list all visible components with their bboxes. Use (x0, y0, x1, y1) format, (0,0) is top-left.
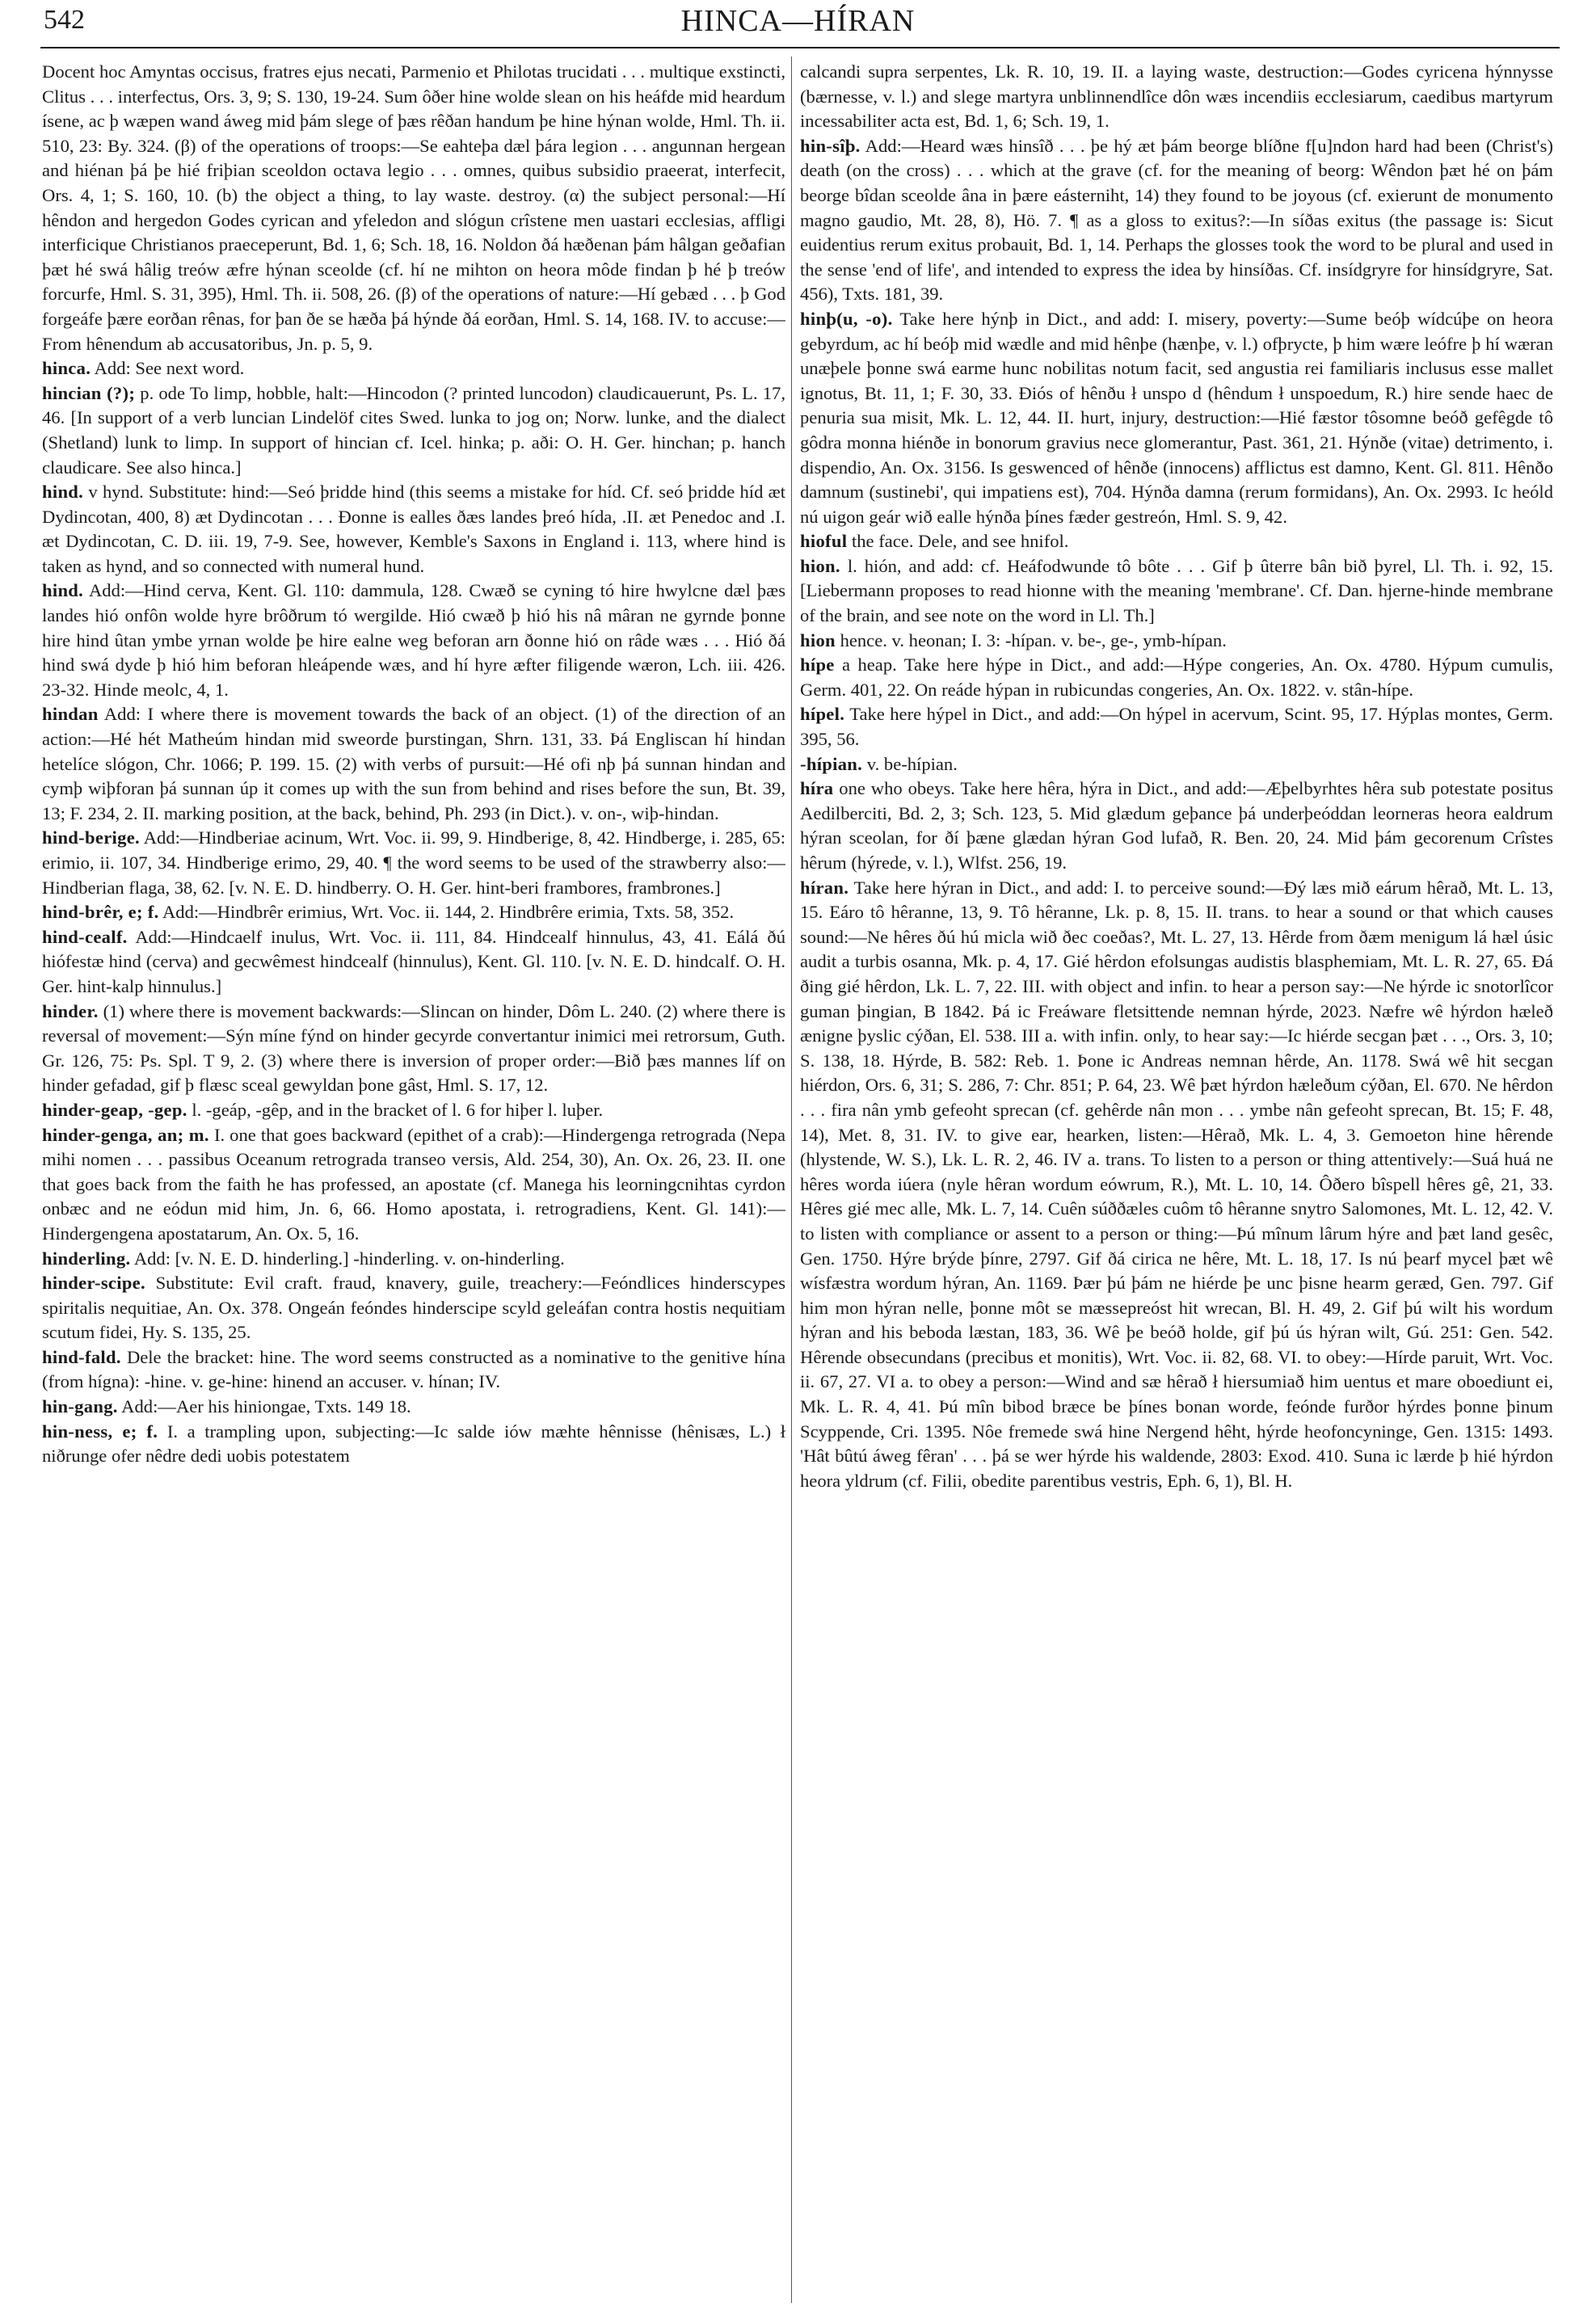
entry-headword: hind-brêr, e; f. (42, 902, 159, 923)
entry-headword: -hípian. (800, 753, 863, 774)
entry-text: Take here hýnþ in Dict., and add: I. misery, poverty:—Sume beóþ wídcúþe on heora gebyrdum, ac hí beóþ mid wædle and mid hênþe (hænþe, v. l.) ofþrycte, þ him wære leófre þ hí wæran unæþele þonne swá earme hunc nobilitas notum facit, sed angustia rei familiaris inclusus esse mallet ignotus, Bt. 11, 1; F. 30, 33. Ðiós of hênðu ł unspo d (hêndum ł unspoedum, R.) hire sende haec de penuria sua misit, Mk. L. 12, 44. II. hurt, injury, destruction:—Hié fæstor tôsomne beóð gefêgde tô gôdra monna hiénðe in bonorum gravius nece glomerantur, Past. 361, 21. Hýnðe (vitae) detrimento, i. dispendio, An. Ox. 3156. Is geswenced of hênðe (innocens) afflictus est damno, Kent. Gl. 811. Hênðo damnum (sustinebi', qui impatiens est), 704. Hýnða damna (rerum formidans), An. Ox. 2993. Ic heóld nú uigon geár wið ealle hýnða þínes fæder gestreón, Hml. S. 9, 42. (800, 308, 1553, 527)
entry-text: Dele the bracket: hine. The word seems constructed as a nominative to the genitive hína (from hígna): -hine. v. ge-hine: hinend an accuser. v. hínan; IV. (42, 1346, 785, 1392)
dictionary-entry (42, 579, 785, 702)
entry-text: the face. Dele, and see hnifol. (851, 531, 1069, 552)
entry-headword: hind-fald. (42, 1346, 121, 1367)
entry-headword: hinder-geap, -gep. (42, 1099, 187, 1120)
entry-headword: hípe (800, 655, 835, 676)
entry-headword: híran. (800, 877, 849, 898)
left-column (42, 60, 785, 2298)
entry-text: Add: See next word. (94, 358, 245, 379)
dictionary-entry (800, 702, 1553, 751)
entry-headword: hin-gang. (42, 1396, 118, 1417)
dictionary-entry (42, 826, 785, 900)
dictionary-entry (42, 60, 785, 356)
dictionary-entry (800, 777, 1553, 875)
dictionary-entry (800, 134, 1553, 307)
entry-text: l. -geáp, -gêp, and in the bracket of l. 6 for hiþer l. luþer. (192, 1099, 604, 1120)
dictionary-entry (42, 381, 785, 480)
entry-text: (1) where there is movement backwards:—Slincan on hinder, Dôm L. 240. (2) where there is reversal of movement:—Sýn míne fýnd on hinder gecyrde convertantur inimici mei retrorsum, Guth. Gr. 126, 75: Ps. Spl. T 9, 2. (3) where there is inversion of proper order:—Bið þæs mannes líf on hinder gefadad, gif þ flæsc sceal gewyldan þone gâst, Hml. S. 17, 12. (42, 1000, 785, 1096)
dictionary-entry (42, 900, 785, 925)
entry-headword: hin-sîþ. (800, 135, 861, 156)
entry-headword: hin-ness, e; f. (42, 1421, 158, 1442)
entry-headword: hincian (?); (42, 382, 136, 403)
entry-headword: hind. (42, 580, 84, 601)
entry-text: Add:—Hindcaelf inulus, Wrt. Voc. ii. 111, 84. Hindcealf hinnulus, 43, 41. Eálá ðú hiófestæ hind (cerva) and gecwêmest hindcealf (hinnulus), Kent. Gl. 110. [v. N. E. D. hindcalf. O. H. Ger. hint-kalp hinnulus.] (42, 926, 785, 996)
dictionary-entry (42, 1123, 785, 1247)
entry-text: p. ode To limp, hobble, halt:—Hincodon (? printed luncodon) claudicauerunt, Ps. L. 17, 46. [In support of a verb luncian Lindelöf cites Swed. lunka to jog on; Norw. lunke, and the dialect (Shetland) lunk to limp. In support of hincian cf. Icel. hinka; p. aði: O. H. Ger. hinchan; p. hanch claudicare. See also hinca.] (42, 382, 785, 478)
entry-text: Add:—Hindbrêr erimius, Wrt. Voc. ii. 144, 2. Hindbrêre erimia, Txts. 58, 352. (162, 902, 735, 923)
dictionary-entry (800, 752, 1553, 777)
entry-headword: hinca. (42, 358, 91, 379)
right-column (800, 60, 1553, 2298)
entry-text: v hynd. Substitute: hind:—Seó þridde hind (this seems a mistake for híd. Cf. seó þridde híd æt Dydincotan, 400, 8) æt Dydincotan . . . Đonne is ealles ðæs landes þreó hída, .II. æt Penedoc and .I. æt Dydincotan, C. D. iii. 19, 7-9. See, however, Kemble's Saxons in England i. 113, where hind is taken as hynd, and so connected with numeral hund. (42, 482, 785, 576)
dictionary-entry (42, 702, 785, 826)
entry-headword: hinder. (42, 1000, 99, 1021)
dictionary-entry (800, 653, 1553, 702)
dictionary-entry (42, 480, 785, 579)
entry-text: a heap. Take here hýpe in Dict., and add:—Hýpe congeries, An. Ox. 4780. Hýpum cumulis, Germ. 401, 22. On reáde hýpan in rubicundas congeries, An. Ox. 1822. v. stân-hípe. (800, 655, 1553, 700)
entry-text: Add: I where there is movement towards the back of an object. (1) of the direction of an action:—Hé hét Matheúm hindan mid sweorde þurstingan, Shrn. 131, 33. Þá Engliscan hí hindan hetelíce slógon, Chr. 1066; P. 199. 15. (2) with verbs of pursuit:—Hé ofi nþ þá sunnan hindan and cymþ wiþforan þá sunnan úp it comes up with the sun from behind and rises before the sun, Bt. 39, 13; F. 234, 2. II. marking position, at the back, behind, Ph. 293 (in Dict.). v. on-, wiþ-hindan. (42, 704, 785, 823)
entry-headword: híra (800, 778, 834, 799)
dictionary-entry (800, 529, 1553, 554)
entry-headword: hind. (42, 482, 84, 503)
entry-headword: hion (800, 629, 836, 650)
dictionary-entry (42, 1345, 785, 1395)
dictionary-entry (42, 1271, 785, 1345)
dictionary-entry (800, 554, 1553, 629)
column-divider (791, 57, 792, 2303)
dictionary-entry (42, 1420, 785, 1469)
entry-text: I. one that goes backward (epithet of a crab):—Hindergenga retrograda (Nepa mihi nomen . . . passibus Oceanum retrograda transeo versis, Ald. 254, 30), An. Ox. 26, 23. II. one that goes back from the faith he has professed, an apostate (cf. Manega his leorningcnihtas cyrdon onbæc and ne eódun mid him, Jn. 6, 66. Homo apostata, i. retrogradiens, Kent. Gl. 141):—Hindergengena apostatarum, An. Ox. 5, 16. (42, 1124, 785, 1244)
entry-text: Substitute: Evil craft. fraud, knavery, guile, treachery:—Feóndlices hinderscypes spiritalis nequitiae, An. Ox. 378. Ongeán feóndes hinderscipe scyld geleáfan contra hostis nequitiam scutum fidei, Hy. S. 135, 25. (42, 1273, 785, 1343)
page-number: 542 (44, 5, 85, 35)
entry-headword: hinder-genga, an; m. (42, 1124, 209, 1145)
entry-text: Docent hoc Amyntas occisus, fratres ejus necati, Parmenio et Philotas trucidati . . . multique exstincti, Clitus . . . interfectus, Ors. 3, 9; S. 130, 19-24. Sum ôðer hine wolde slean on his heáfde mid heardum ísene, ac þ wæpen wand áweg mid þám slege of þæs rêðan handum þe hine hýnan wolde, Hml. Th. ii. 510, 23: By. 324. (β) of the operations of troops:—Se eahteþa dæl þára legion . . . angunnan hergean and hiénan þá þe hié friþian sceoldon octava legio . . . omnes, quibus subsidio praeerat, interfecit, Ors. 4, 1; S. 160, 10. (b) the object a thing, to lay waste. destroy. (α) the subject personal:—Hí hêndon and hergedon Godes cyrican and yfeledon and slógun crîstene men uastari ecclesias, affligi interficique Christianos praeceperunt, Bd. 1, 6; Sch. 18, 16. Noldon ðá hæðenan þám hâlgan geðafian þæt hé swá hâlig treów æfre hýnan sceolde (cf. hí ne mihton on heora môde findan þ hé þ treów forcurfe, Hml. S. 31, 395), Hml. Th. ii. 508, 26. (β) of the operations of nature:—Hí gebæd . . . þ God forgeáfe þære eorðan rênas, for þan ðe se hæða þá hýnde ðá eorðan, Hml. S. 14, 168. IV. to accuse:—From hênendum ab accusatoribus, Jn. p. 5, 9. (42, 61, 785, 354)
dictionary-entry (42, 925, 785, 1000)
entry-headword: hind-berige. (42, 827, 140, 848)
entry-text: Add: [v. N. E. D. hinderling.] -hinderling. v. on-hinderling. (133, 1248, 565, 1269)
entry-text: Add:—Hind cerva, Kent. Gl. 110: dammula, 128. Cwæð se cyning tó hire hwylcne dæl þæs landes hió onfôn wolde hyre brôðrum tó wergilde. Hió cwæð þ hió his nâ mâran ne gyrnde þonne hire hind ûtan ymbe yrnan wolde þe hire ealne weg beforan arn ðonne hió on râde wæs . . . Hió ðá hind swá dyde þ hió him beforan hleápende wæs, and hí hyre æfter filigende wæron, Lch. iii. 426. 23-32. Hinde meolc, 4, 1. (42, 580, 785, 700)
entry-headword: hion. (800, 555, 840, 576)
entry-text: hence. v. heonan; I. 3: -hípan. v. be-, ge-, ymb-hípan. (840, 629, 1227, 650)
dictionary-entry (800, 307, 1553, 529)
entry-text: Take here hýpel in Dict., and add:—On hýpel in acervum, Scint. 95, 17. Hýplas montes, Germ. 395, 56. (800, 704, 1553, 750)
entry-text: calcandi supra serpentes, Lk. R. 10, 19. II. a laying waste, destruction:—Godes cyricena hýnnysse (bærnesse, v. l.) and slege martyra unblinnendlîce dôn wæs incendiis ecclesiarum, caedibus martyrum incessabiliter acta est, Bd. 1, 6; Sch. 19, 1. (800, 61, 1553, 132)
dictionary-entry (42, 1000, 785, 1098)
dictionary-entry (800, 876, 1553, 1494)
entry-text: Take here hýran in Dict., and add: I. to perceive sound:—Đý læs mið eárum hêrað, Mt. L. 13, 15. Eáro tô hêranne, 13, 9. Tô hêranne, Lk. p. 8, 15. II. trans. to hear a sound or that which causes sound:—Ne hêres ðú hú micla wið ðec coeðas?, Mt. L. 27, 13. Hêrde from ðæm menigum lá hæl úsic audit a turbis osanna, Mk. p. 4, 17. Gié hêrdon efolsungas audistis blasphemiam, Mt. L. R. 27, 65. Đá ðing gié hêrdon, Lk. L. 7, 22. III. with object and infin. to hear a person say:—Ne hýrde ic snotorlîcor guman þingian, B 1842. Þá ic Freáware fletsittende nemnan hýrde, 2023. Næfre wê hýrdon hæleð ænigne þyslic cýðan, El. 538. III a. with infin. only, to hear say:—Ic hiérde secgan þæt . . ., Ors. 3, 10; S. 138, 18. Hýrde, B. 582: Reb. 1. Þone ic Andreas nemnan hêrde, An. 1178. Swá wê hit secgan hiérdon, Ors. 6, 31; S. 286, 7: Chr. 851; P. 64, 23. Wê þæt hýrdon hæleðum cýðan, El. 670. Ne hêrdon . . . fira nân ymb gefeoht sprecan (cf. gehêrde nân mon . . . ymbe nân gefeoht sprecan, Bt. 15; F. 48, 14), Met. 8, 31. IV. to give ear, hearken, listen:—Hêrað, Mk. L. 4, 3. Gemoeton hine hêrende (hlystende, W. S.), Lk. L. R. 2, 46. IV a. trans. To listen to a person or thing attentively:—Suá huá ne hêres worda iúera (nyle hêran wordum eówrum, R.), Mt. L. 10, 14. Ôðero bîspell hêres gê, 21, 33. Hêres gié mec alle, Mk. L. 7, 14. Cuên súððæles cuôm tô hêranne snytro Salomones, Mt. L. 12, 42. V. to listen with compliance or assent to a person or thing:—Þú mînum lârum hýre and þæt land gesêc, Gen. 1750. Hýre brýde þínre, 2797. Gif ðá cirica ne hêre, Mt. L. 18, 17. Is nú þearf mycel þæt wê wísfæstra wordum hýran, An. 1169. Þær þú þám ne hiérde þe unc þisne hearm geræd, Gen. 797. Gif him mon hýran nelle, þonne môt se mæssepreóst hit wrecan, Bl. H. 49, 2. Gif þú wilt his wordum hýran and his beboda læstan, 183, 36. Wê þe beóð holde, gif þú ús hýran wilt, Gú. 251: Gen. 542. Hêrende obsecundans (precibus et monitis), Wrt. Voc. ii. 82, 68. VI. to obey:—Hírde paruit, Wrt. Voc. ii. 67, 27. VI a. to obey a person:—Wind and sæ hêrað ł hiersumiað him uentus et mare oboediunt ei, Mk. L. R. 4, 41. Þú mîn bibod bræce be þínes bonan worde, feónde furðor hýrdes þonne þinum Scyppende, Cri. 1395. Nôe fremede swá hine Nergend hêht, hýrde heofoncyninge, Gen. 1315: 1493. 'Hât bûtú áweg fêran' . . . þá se wer hýrde his waldende, 2803: Exod. 410. Suna ic lærde þ hié hýrdon heora yldrum (cf. Filii, obedite parentibus vestris, Eph. 6, 1), Bl. H. (800, 877, 1553, 1491)
dictionary-entry (42, 356, 785, 381)
entry-text: Add:—Heard wæs hinsîð . . . þe hý æt þám beorge blíðne f[u]ndon hard had been (Christ's) death (on the cross) . . . which at the grave (cf. for the meaning of beorg: Wêndon þæt hé on þám beorge bîdan sceolde âna in þære eásterniht, 14) they found to be joyous (cf. exierunt de monumento magno gaudio, Mt. 28, 8), Hö. 7. ¶ as a gloss to exitus?:—In síðas exitus (the passage is: Sicut euidentius rerum exitus probauit, Bd. 1, 14. Perhaps the glosses took the word to be plural and used in the sense 'end of life', and intended to express the idea by hinsíðas. Cf. insídgryre for hinsídgryre, Sat. 456), Txts. 181, 39. (800, 135, 1553, 305)
running-head: HINCA—HÍRAN (680, 4, 916, 38)
entry-headword: hinderling. (42, 1248, 131, 1269)
entry-text: v. be-hípian. (866, 753, 958, 774)
entry-text: Add:—Hindberiae acinum, Wrt. Voc. ii. 99, 9. Hindberige, 8, 42. Hindberge, i. 285, 65: erimio, ii. 107, 34. Hindberige erimo, 29, 40. ¶ the word seems to be used of the strawberry also:—Hindberian flaga, 38, 62. [v. N. E. D. hindberry. O. H. Ger. hint-beri frambores, frambrones.] (42, 827, 785, 898)
entry-headword: hinder-scipe. (42, 1273, 145, 1294)
entry-headword: hípel. (800, 704, 845, 725)
entry-text: one who obeys. Take here hêra, hýra in Dict., and add:—Æþelbyrhtes hêra sub potestate positus Aedilberciti, Bd. 2, 3; Sch. 123, 5. Mid glædum geþance þá underþeóddan leorneras heora ealdrum hýran sceolan, for ðí þæne glædan hýran God lufað, R. Ben. 20, 24. Mid þám gecorenum Crîstes hêrum (hýrede, v. l.), Wlfst. 256, 19. (800, 778, 1553, 873)
dictionary-entry (800, 629, 1553, 654)
entry-headword: hindan (42, 704, 99, 725)
dictionary-entry (800, 60, 1553, 134)
dictionary-entry (42, 1247, 785, 1272)
header-rule (40, 47, 1560, 48)
entry-headword: hind-cealf. (42, 926, 128, 947)
entry-text: Add:—Aer his hiniongae, Txts. 149 18. (121, 1396, 411, 1417)
dictionary-entry (42, 1098, 785, 1123)
entry-headword: hioful (800, 531, 848, 552)
page-header (0, 0, 1596, 48)
entry-text: l. hión, and add: cf. Heáfodwunde tô bôte . . . Gif þ ûterre bân bið þyrel, Ll. Th. i. 92, 15. [Liebermann proposes to read hionne with the meaning 'membrane'. Cf. Dan. hjerne-hinde membrane of the brain, and see note on the word in Ll. Th.] (800, 555, 1553, 626)
dictionary-entry (42, 1395, 785, 1420)
entry-headword: hinþ(u, -o). (800, 308, 893, 329)
entry-text: I. a trampling upon, subjecting:—Ic salde iów mæhte hênnisse (hênisæs, L.) ł niðrunge ofer nêdre dedi uobis potestatem (42, 1421, 785, 1467)
